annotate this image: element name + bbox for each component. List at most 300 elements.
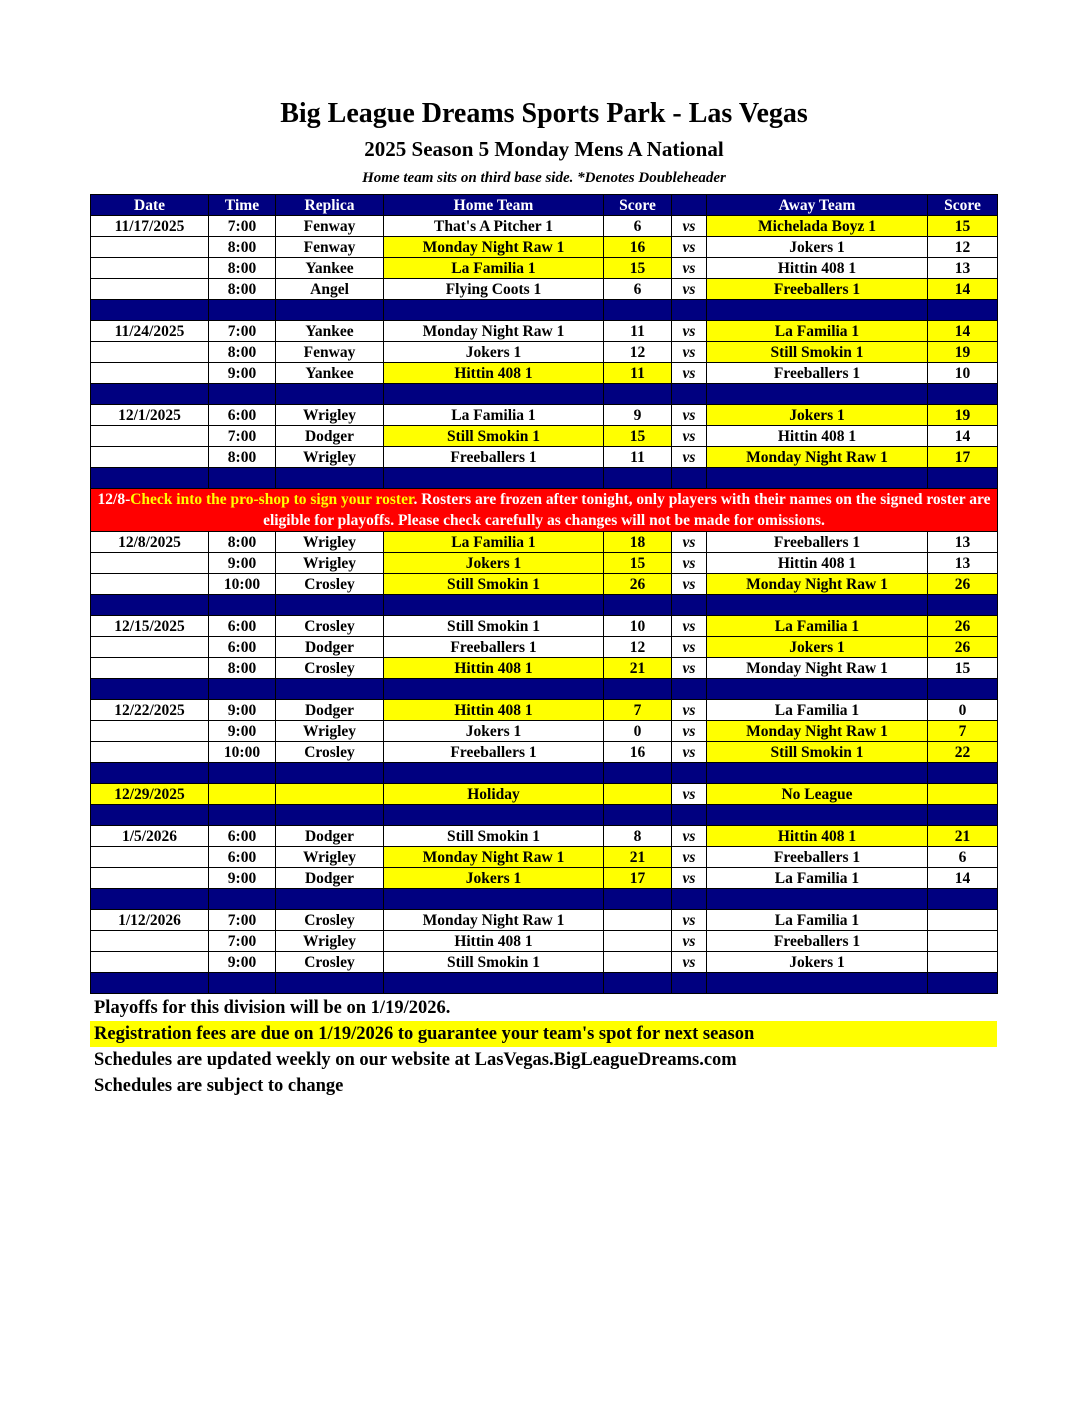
subject-to-change-note: Schedules are subject to change xyxy=(94,1076,344,1096)
away-score: 14 xyxy=(928,426,998,447)
away-score: 14 xyxy=(928,279,998,300)
away-team: La Familia 1 xyxy=(707,616,928,637)
game-row xyxy=(91,931,998,952)
game-row xyxy=(91,363,998,384)
game-row xyxy=(91,637,998,658)
home-team: Flying Coots 1 xyxy=(384,279,604,300)
home-score: 11 xyxy=(604,447,672,468)
separator-cell xyxy=(209,300,276,321)
home-team: Monday Night Raw 1 xyxy=(384,847,604,868)
away-score xyxy=(928,952,998,973)
game-date xyxy=(91,868,209,889)
vs-label: vs xyxy=(672,700,707,721)
separator-cell xyxy=(276,679,384,700)
game-row xyxy=(91,447,998,468)
game-field: Wrigley xyxy=(276,721,384,742)
game-field: Wrigley xyxy=(276,532,384,553)
away-score: 19 xyxy=(928,342,998,363)
separator-cell xyxy=(604,679,672,700)
game-row xyxy=(91,658,998,679)
away-team: Monday Night Raw 1 xyxy=(707,574,928,595)
week-separator xyxy=(91,973,998,994)
separator-cell xyxy=(91,595,209,616)
game-date xyxy=(91,952,209,973)
separator-cell xyxy=(928,973,998,994)
week-separator xyxy=(91,805,998,826)
vs-label: vs xyxy=(672,910,707,931)
game-time: 6:00 xyxy=(209,847,276,868)
home-team: That's A Pitcher 1 xyxy=(384,216,604,237)
separator-cell xyxy=(384,300,604,321)
week-separator xyxy=(91,300,998,321)
col-home-score: Score xyxy=(604,195,672,216)
separator-cell xyxy=(672,973,707,994)
home-team: La Familia 1 xyxy=(384,532,604,553)
game-field: Crosley xyxy=(276,574,384,595)
game-date xyxy=(91,847,209,868)
game-date: 12/29/2025 xyxy=(91,784,209,805)
game-date: 11/17/2025 xyxy=(91,216,209,237)
separator-cell xyxy=(604,595,672,616)
week-separator xyxy=(91,384,998,405)
game-field: Crosley xyxy=(276,616,384,637)
away-score xyxy=(928,910,998,931)
vs-label: vs xyxy=(672,405,707,426)
game-row xyxy=(91,742,998,763)
away-team: La Familia 1 xyxy=(707,910,928,931)
away-team: Monday Night Raw 1 xyxy=(707,721,928,742)
game-row xyxy=(91,426,998,447)
home-team: Still Smokin 1 xyxy=(384,426,604,447)
game-date xyxy=(91,342,209,363)
game-time: 8:00 xyxy=(209,447,276,468)
separator-cell xyxy=(384,595,604,616)
separator-cell xyxy=(707,679,928,700)
home-score: 15 xyxy=(604,426,672,447)
home-score xyxy=(604,931,672,952)
separator-cell xyxy=(276,300,384,321)
vs-label: vs xyxy=(672,658,707,679)
separator-cell xyxy=(672,889,707,910)
game-time: 6:00 xyxy=(209,405,276,426)
game-date xyxy=(91,721,209,742)
game-row xyxy=(91,532,998,553)
game-row xyxy=(91,237,998,258)
game-time: 7:00 xyxy=(209,426,276,447)
home-score: 12 xyxy=(604,342,672,363)
game-row xyxy=(91,342,998,363)
home-score: 11 xyxy=(604,321,672,342)
away-score: 19 xyxy=(928,405,998,426)
game-row xyxy=(91,321,998,342)
separator-cell xyxy=(276,805,384,826)
separator-cell xyxy=(707,805,928,826)
game-field: Dodger xyxy=(276,637,384,658)
away-score: 14 xyxy=(928,868,998,889)
home-team: Jokers 1 xyxy=(384,342,604,363)
away-score: 13 xyxy=(928,258,998,279)
home-score: 11 xyxy=(604,363,672,384)
notice-highlight: Check into the pro-shop to sign your roster xyxy=(130,491,414,508)
separator-cell xyxy=(604,805,672,826)
col-replica: Replica xyxy=(276,195,384,216)
separator-cell xyxy=(91,384,209,405)
separator-cell xyxy=(928,763,998,784)
separator-cell xyxy=(276,763,384,784)
home-team: Hittin 408 1 xyxy=(384,931,604,952)
vs-label: vs xyxy=(672,826,707,847)
col-date: Date xyxy=(91,195,209,216)
vs-label: vs xyxy=(672,321,707,342)
holiday-row xyxy=(91,784,998,805)
home-score: 15 xyxy=(604,553,672,574)
schedule-body xyxy=(91,216,998,994)
roster-notice-row xyxy=(91,489,998,532)
separator-cell xyxy=(209,468,276,489)
home-score: 10 xyxy=(604,616,672,637)
separator-cell xyxy=(209,679,276,700)
game-row xyxy=(91,279,998,300)
home-team: La Familia 1 xyxy=(384,258,604,279)
home-team: Hittin 408 1 xyxy=(384,700,604,721)
game-time: 8:00 xyxy=(209,279,276,300)
home-team: Jokers 1 xyxy=(384,868,604,889)
vs-label: vs xyxy=(672,637,707,658)
away-score: 12 xyxy=(928,237,998,258)
page-title: Big League Dreams Sports Park - Las Vegas xyxy=(280,98,808,129)
col-time: Time xyxy=(209,195,276,216)
away-team: No League xyxy=(707,784,928,805)
game-time: 8:00 xyxy=(209,237,276,258)
game-field: Wrigley xyxy=(276,553,384,574)
game-date xyxy=(91,574,209,595)
away-score: 26 xyxy=(928,616,998,637)
game-time: 8:00 xyxy=(209,532,276,553)
separator-cell xyxy=(384,679,604,700)
home-team: Monday Night Raw 1 xyxy=(384,237,604,258)
away-score xyxy=(928,931,998,952)
game-time: 8:00 xyxy=(209,258,276,279)
game-field: Crosley xyxy=(276,742,384,763)
away-score: 13 xyxy=(928,553,998,574)
game-date xyxy=(91,658,209,679)
game-time: 7:00 xyxy=(209,931,276,952)
home-score: 12 xyxy=(604,637,672,658)
vs-label: vs xyxy=(672,532,707,553)
separator-cell xyxy=(928,468,998,489)
home-team: Jokers 1 xyxy=(384,721,604,742)
game-field: Yankee xyxy=(276,321,384,342)
home-team: Hittin 408 1 xyxy=(384,658,604,679)
separator-cell xyxy=(707,595,928,616)
game-field: Crosley xyxy=(276,952,384,973)
home-score: 16 xyxy=(604,742,672,763)
game-time: 9:00 xyxy=(209,721,276,742)
game-time: 6:00 xyxy=(209,616,276,637)
home-score xyxy=(604,910,672,931)
home-score: 21 xyxy=(604,658,672,679)
away-score: 13 xyxy=(928,532,998,553)
vs-label: vs xyxy=(672,553,707,574)
home-score xyxy=(604,952,672,973)
game-row xyxy=(91,616,998,637)
separator-cell xyxy=(604,973,672,994)
vs-label: vs xyxy=(672,847,707,868)
game-date xyxy=(91,258,209,279)
away-team: Jokers 1 xyxy=(707,952,928,973)
separator-cell xyxy=(672,300,707,321)
separator-cell xyxy=(209,763,276,784)
page-subtitle: 2025 Season 5 Monday Mens A National xyxy=(364,137,724,161)
home-score: 6 xyxy=(604,216,672,237)
away-score: 10 xyxy=(928,363,998,384)
separator-cell xyxy=(384,763,604,784)
separator-cell xyxy=(707,889,928,910)
separator-cell xyxy=(604,384,672,405)
separator-cell xyxy=(707,384,928,405)
col-vs xyxy=(672,195,707,216)
game-field: Wrigley xyxy=(276,405,384,426)
game-field: Wrigley xyxy=(276,931,384,952)
home-team: Freeballers 1 xyxy=(384,637,604,658)
home-score: 15 xyxy=(604,258,672,279)
away-team: Freeballers 1 xyxy=(707,847,928,868)
home-team: Holiday xyxy=(384,784,604,805)
game-row xyxy=(91,910,998,931)
vs-label: vs xyxy=(672,258,707,279)
game-time: 7:00 xyxy=(209,910,276,931)
game-field: Fenway xyxy=(276,216,384,237)
separator-cell xyxy=(276,889,384,910)
separator-cell xyxy=(707,973,928,994)
game-row xyxy=(91,952,998,973)
playoffs-note: Playoffs for this division will be on 1/19/2026. xyxy=(94,998,451,1018)
roster-notice xyxy=(91,489,998,532)
away-score: 22 xyxy=(928,742,998,763)
game-date xyxy=(91,447,209,468)
separator-cell xyxy=(384,468,604,489)
notice-text: . Rosters are frozen after tonight, only players with their names on the signed roster are eligible for playoffs. Please check carefully as changes will not be made for omissions. xyxy=(263,491,991,529)
home-score xyxy=(604,784,672,805)
away-team: Hittin 408 1 xyxy=(707,258,928,279)
game-row xyxy=(91,700,998,721)
separator-cell xyxy=(707,468,928,489)
game-row xyxy=(91,847,998,868)
game-row xyxy=(91,721,998,742)
website-note: Schedules are updated weekly on our website at LasVegas.BigLeagueDreams.com xyxy=(94,1050,737,1070)
away-team: Jokers 1 xyxy=(707,405,928,426)
away-team: La Familia 1 xyxy=(707,700,928,721)
separator-cell xyxy=(707,763,928,784)
vs-label: vs xyxy=(672,721,707,742)
away-score: 0 xyxy=(928,700,998,721)
separator-cell xyxy=(91,679,209,700)
separator-cell xyxy=(707,300,928,321)
separator-cell xyxy=(209,889,276,910)
away-score: 26 xyxy=(928,574,998,595)
separator-cell xyxy=(276,468,384,489)
separator-cell xyxy=(672,679,707,700)
away-score: 14 xyxy=(928,321,998,342)
away-team: Freeballers 1 xyxy=(707,279,928,300)
game-row xyxy=(91,868,998,889)
header-row xyxy=(91,195,998,216)
game-date xyxy=(91,279,209,300)
home-team: Monday Night Raw 1 xyxy=(384,321,604,342)
separator-cell xyxy=(384,384,604,405)
notice-prefix: 12/8- xyxy=(97,491,131,508)
home-team: Freeballers 1 xyxy=(384,742,604,763)
game-date xyxy=(91,363,209,384)
game-field: Wrigley xyxy=(276,447,384,468)
game-date: 1/12/2026 xyxy=(91,910,209,931)
footer-notes xyxy=(90,995,997,1099)
vs-label: vs xyxy=(672,574,707,595)
game-time: 9:00 xyxy=(209,952,276,973)
separator-cell xyxy=(672,468,707,489)
away-score: 26 xyxy=(928,637,998,658)
separator-cell xyxy=(384,889,604,910)
vs-label: vs xyxy=(672,342,707,363)
home-score: 21 xyxy=(604,847,672,868)
home-team: Freeballers 1 xyxy=(384,447,604,468)
away-team: Jokers 1 xyxy=(707,637,928,658)
away-score: 6 xyxy=(928,847,998,868)
home-score: 8 xyxy=(604,826,672,847)
separator-cell xyxy=(209,384,276,405)
away-team: Freeballers 1 xyxy=(707,931,928,952)
game-field: Dodger xyxy=(276,700,384,721)
game-date xyxy=(91,237,209,258)
separator-cell xyxy=(91,805,209,826)
schedule-table xyxy=(90,194,998,994)
separator-cell xyxy=(604,300,672,321)
separator-cell xyxy=(604,889,672,910)
week-separator xyxy=(91,468,998,489)
game-row xyxy=(91,405,998,426)
away-team: Michelada Boyz 1 xyxy=(707,216,928,237)
home-team: Jokers 1 xyxy=(384,553,604,574)
home-team: Still Smokin 1 xyxy=(384,616,604,637)
vs-label: vs xyxy=(672,279,707,300)
away-team: Hittin 408 1 xyxy=(707,553,928,574)
home-score: 7 xyxy=(604,700,672,721)
away-team: Jokers 1 xyxy=(707,237,928,258)
separator-cell xyxy=(672,805,707,826)
away-team: Hittin 408 1 xyxy=(707,426,928,447)
home-score: 6 xyxy=(604,279,672,300)
away-team: Still Smokin 1 xyxy=(707,342,928,363)
game-date xyxy=(91,637,209,658)
game-field: Crosley xyxy=(276,910,384,931)
game-date xyxy=(91,553,209,574)
vs-label: vs xyxy=(672,426,707,447)
separator-cell xyxy=(928,384,998,405)
separator-cell xyxy=(384,805,604,826)
vs-label: vs xyxy=(672,216,707,237)
separator-cell xyxy=(209,595,276,616)
away-score: 17 xyxy=(928,447,998,468)
game-time: 9:00 xyxy=(209,868,276,889)
away-team: Still Smokin 1 xyxy=(707,742,928,763)
game-date xyxy=(91,931,209,952)
separator-cell xyxy=(91,468,209,489)
separator-cell xyxy=(928,889,998,910)
separator-cell xyxy=(276,595,384,616)
game-time: 10:00 xyxy=(209,742,276,763)
game-time: 9:00 xyxy=(209,700,276,721)
home-team: Still Smokin 1 xyxy=(384,952,604,973)
vs-label: vs xyxy=(672,447,707,468)
week-separator xyxy=(91,595,998,616)
away-team: Freeballers 1 xyxy=(707,532,928,553)
separator-cell xyxy=(276,973,384,994)
game-time: 8:00 xyxy=(209,658,276,679)
home-team: La Familia 1 xyxy=(384,405,604,426)
game-row xyxy=(91,553,998,574)
away-team: Monday Night Raw 1 xyxy=(707,447,928,468)
col-away-team: Away Team xyxy=(707,195,928,216)
game-time: 6:00 xyxy=(209,637,276,658)
home-score: 17 xyxy=(604,868,672,889)
separator-cell xyxy=(91,889,209,910)
vs-label: vs xyxy=(672,868,707,889)
home-team: Monday Night Raw 1 xyxy=(384,910,604,931)
home-score: 9 xyxy=(604,405,672,426)
separator-cell xyxy=(276,384,384,405)
col-away-score: Score xyxy=(928,195,998,216)
home-score: 0 xyxy=(604,721,672,742)
game-field: Yankee xyxy=(276,258,384,279)
game-date: 1/5/2026 xyxy=(91,826,209,847)
game-field: Dodger xyxy=(276,868,384,889)
game-row xyxy=(91,216,998,237)
separator-cell xyxy=(928,679,998,700)
game-field: Wrigley xyxy=(276,847,384,868)
home-score: 18 xyxy=(604,532,672,553)
vs-label: vs xyxy=(672,237,707,258)
vs-label: vs xyxy=(672,616,707,637)
game-row xyxy=(91,258,998,279)
week-separator xyxy=(91,889,998,910)
separator-cell xyxy=(91,973,209,994)
registration-note: Registration fees are due on 1/19/2026 to guarantee your team's spot for next season xyxy=(90,1021,997,1047)
game-date: 12/1/2025 xyxy=(91,405,209,426)
away-score: 7 xyxy=(928,721,998,742)
game-date xyxy=(91,426,209,447)
game-field: Angel xyxy=(276,279,384,300)
game-field xyxy=(276,784,384,805)
separator-cell xyxy=(384,973,604,994)
away-team: Freeballers 1 xyxy=(707,363,928,384)
away-team: La Familia 1 xyxy=(707,868,928,889)
game-time: 8:00 xyxy=(209,342,276,363)
separator-cell xyxy=(209,973,276,994)
week-separator xyxy=(91,679,998,700)
week-separator xyxy=(91,763,998,784)
separator-cell xyxy=(91,763,209,784)
game-date: 12/8/2025 xyxy=(91,532,209,553)
col-home-team: Home Team xyxy=(384,195,604,216)
separator-cell xyxy=(928,595,998,616)
game-date: 12/22/2025 xyxy=(91,700,209,721)
game-field: Yankee xyxy=(276,363,384,384)
game-time: 7:00 xyxy=(209,321,276,342)
vs-label: vs xyxy=(672,784,707,805)
game-time: 9:00 xyxy=(209,553,276,574)
home-team: Hittin 408 1 xyxy=(384,363,604,384)
away-score: 21 xyxy=(928,826,998,847)
